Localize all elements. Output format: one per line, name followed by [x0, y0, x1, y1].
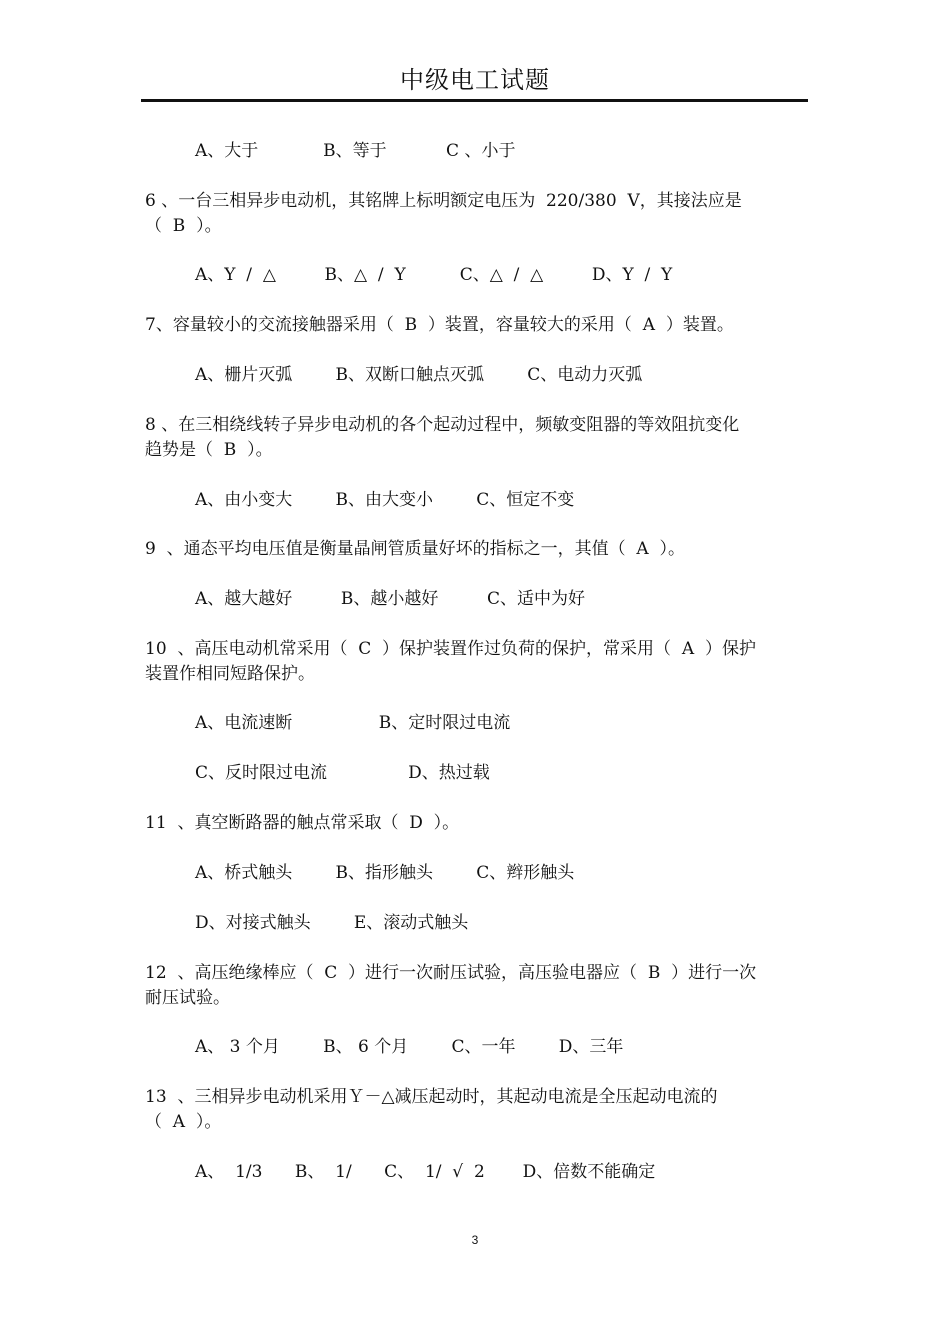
q11-options-row2: D、对接式触头 E、滚动式触头	[195, 913, 469, 933]
q8-text-cont: 趋势是（ B ）。	[145, 440, 273, 460]
q8-options: A、由小变大 B、由大变小 C、恒定不变	[195, 490, 575, 510]
q5-options: A、大于 B、等于 C 、小于	[195, 141, 516, 161]
q11-options-row1: A、桥式触头 B、指形触头 C、辫形触头	[195, 863, 575, 883]
q8-text: 8 、在三相绕线转子异步电动机的各个起动过程中，频敏变阻器的等效阻抗变化	[145, 415, 740, 435]
q7-text: 7、容量较小的交流接触器采用（ B ）装置，容量较大的采用（ A ）装置。	[145, 315, 734, 335]
q12-options: A、 3 个月 B、 6 个月 C、一年 D、三年	[195, 1037, 624, 1057]
q11-text: 11 、真空断路器的触点常采取（ D ）。	[145, 813, 460, 833]
q10-text: 10 、高压电动机常采用（ C ）保护装置作过负荷的保护，常采用（ A ）保护	[145, 639, 756, 659]
q13-options: A、 1/3 B、 1/ C、 1/ √ 2 D、倍数不能确定	[195, 1162, 656, 1182]
q9-text: 9 、通态平均电压值是衡量晶闸管质量好坏的指标之一，其值（ A ）。	[145, 539, 686, 559]
q6-text: 6 、一台三相异步电动机，其铭牌上标明额定电压为 220/380 V，其接法应是	[145, 191, 742, 211]
q6-text-cont: （ B ）。	[145, 216, 222, 236]
q10-options-row1: A、电流速断 B、定时限过电流	[195, 713, 511, 733]
q12-text-cont: 耐压试验。	[145, 988, 230, 1008]
q13-text-cont: （ A ）。	[145, 1112, 222, 1132]
q12-text: 12 、高压绝缘棒应（ C ）进行一次耐压试验，高压验电器应（ B ）进行一次	[145, 963, 757, 983]
page-number: 3	[471, 1233, 479, 1247]
q10-options-row2: C、反时限过电流 D、热过载	[195, 763, 490, 783]
page-header-title: 中级电工试题	[400, 66, 550, 94]
q13-text: 13 、三相异步电动机采用Ｙ－△减压起动时，其起动电流是全压起动电流的	[145, 1087, 718, 1107]
q9-options: A、越大越好 B、越小越好 C、适中为好	[195, 589, 586, 609]
q7-options: A、栅片灭弧 B、双断口触点灭弧 C、电动力灭弧	[195, 365, 643, 385]
q6-options: A、Y / △ B、△ / Y C、△ / △ D、Y / Y	[195, 265, 673, 285]
header-rule	[141, 99, 808, 102]
q10-text-cont: 装置作相同短路保护。	[145, 664, 315, 684]
